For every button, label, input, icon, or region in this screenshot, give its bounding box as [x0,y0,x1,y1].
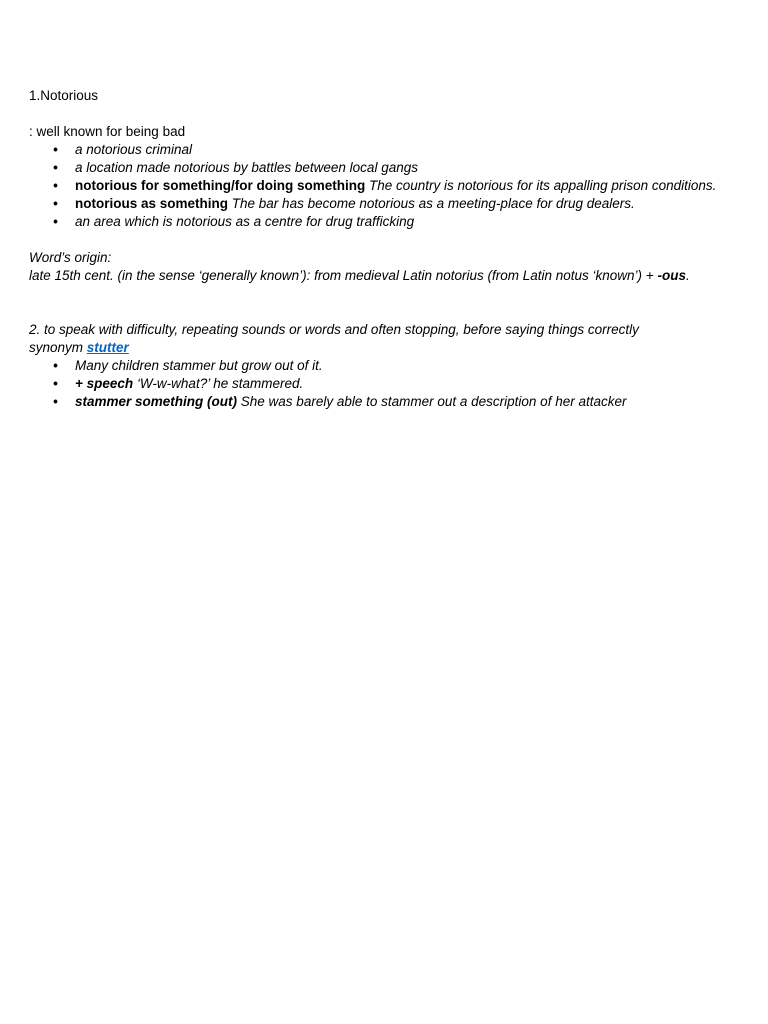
example-text: The bar has become notorious as a meeting-place for drug dealers. [231,196,635,211]
synonym-line [29,339,754,357]
example-pattern: + speech [75,376,134,391]
bullet-icon: • [53,394,58,409]
example-text: Many children stammer but grow out of it. [75,358,323,373]
origin-text: late 15th cent. (in the sense ‘generally known’): from medieval Latin notorius (from Latin notus ‘known’) + [29,268,658,283]
origin-suffix: -ous [657,268,686,283]
synonym-label: synonym [29,340,87,355]
list-item [29,213,754,231]
list-item [29,141,754,159]
spacer [29,105,754,123]
bullet-icon: • [53,178,58,193]
document-page [29,87,754,411]
list-item [29,375,754,393]
example-text: a notorious criminal [75,142,193,157]
spacer [29,231,754,249]
origin-line [29,267,754,285]
entry-definition: 2. to speak with difficulty, repeating sounds or words and often stopping, before saying things correctly [29,322,639,337]
bullet-icon: • [53,376,58,391]
example-text: ‘W-w-what?’ he stammered. [136,376,304,391]
bullet-icon: • [53,160,58,175]
list-item [29,393,754,411]
example-text: She was barely able to stammer out a description of her attacker [240,394,627,409]
origin-end: . [685,268,690,283]
example-text: The country is notorious for its appalling prison conditions. [369,178,717,193]
example-list [29,357,754,411]
bullet-icon: • [53,196,58,211]
bullet-icon: • [53,358,58,373]
example-text: an area which is notorious as a centre for drug trafficking [75,214,415,229]
example-text: a location made notorious by battles between local gangs [75,160,418,175]
entry-title: 1.Notorious [29,88,99,103]
bullet-icon: • [53,142,58,157]
example-pattern: notorious as something [75,196,229,211]
example-pattern: notorious for something/for doing something [75,178,366,193]
synonym-link[interactable]: stutter [86,340,129,355]
entry-definition: : well known for being bad [29,124,186,139]
example-list [29,141,754,231]
list-item [29,177,754,195]
spacer [29,285,754,321]
bullet-icon: • [53,214,58,229]
example-pattern: stammer something (out) [75,394,238,409]
origin-label: Word’s origin: [29,250,112,265]
list-item [29,357,754,375]
list-item [29,195,754,213]
list-item [29,159,754,177]
